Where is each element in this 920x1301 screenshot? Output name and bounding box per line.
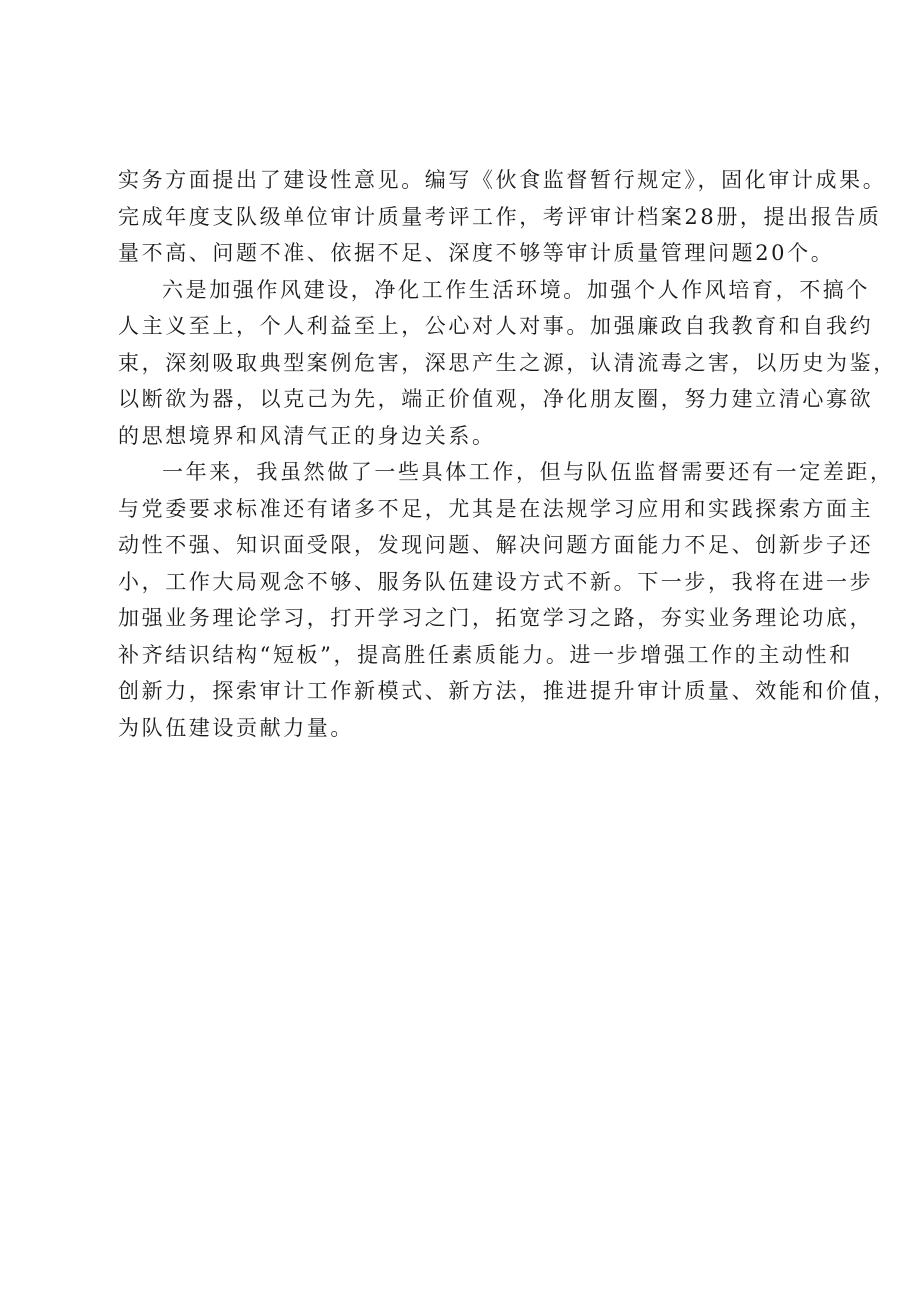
text-line: 束，深刻吸取典型案例危害，深思产生之源，认清流毒之害，以历史为鉴， [118, 350, 897, 375]
paragraph-audit-results [118, 162, 887, 272]
text-line: 创新力，探索审计工作新模式、新方法，推进提升审计质量、效能和价值， [118, 679, 897, 703]
text-line: 量不高、问题不准、依据不足、深度不够等审计质量管理问题20个。 [118, 241, 835, 265]
text-line: 实务方面提出了建设性意见。编写《伙食监督暂行规定》，固化审计成果。 [118, 168, 887, 192]
text-line: 一年来，我虽然做了一些具体工作，但与队伍监督需要还有一定差距， [162, 460, 894, 484]
text-line: 补齐结识结构“短板”，提高胜任素质能力。进一步增强工作的主动性和 [118, 642, 853, 667]
document-body [118, 162, 897, 746]
text-line: 人主义至上，个人利益至上，公心对人对事。加强廉政自我教育和自我约 [118, 314, 874, 338]
text-line: 以断欲为器，以克己为先，端正价值观，净化朋友圈，努力建立清心寡欲 [118, 387, 874, 411]
text-line: 完成年度支队级单位审计质量考评工作，考评审计档案28册，提出报告质 [118, 204, 882, 229]
text-line: 动性不强、知识面受限，发现问题、解决问题方面能力不足、创新步子还 [118, 533, 874, 557]
text-line: 小，工作大局观念不够、服务队伍建设方式不新。下一步，我将在进一步 [118, 569, 874, 594]
text-line: 与党委要求标准还有诸多不足，尤其是在法规学习应用和实践探索方面主 [118, 496, 874, 521]
text-line: 的思想境界和风清气正的身边关系。 [118, 423, 496, 448]
paragraph-summary-next-steps [118, 454, 897, 746]
text-line: 加强业务理论学习，打开学习之门，拓宽学习之路，夯实业务理论功底， [118, 606, 874, 630]
paragraph-work-style [118, 272, 897, 455]
text-line: 六是加强作风建设，净化工作生活环境。加强个人作风培育，不搞个 [162, 277, 870, 302]
text-line: 为队伍建设贡献力量。 [118, 715, 354, 740]
